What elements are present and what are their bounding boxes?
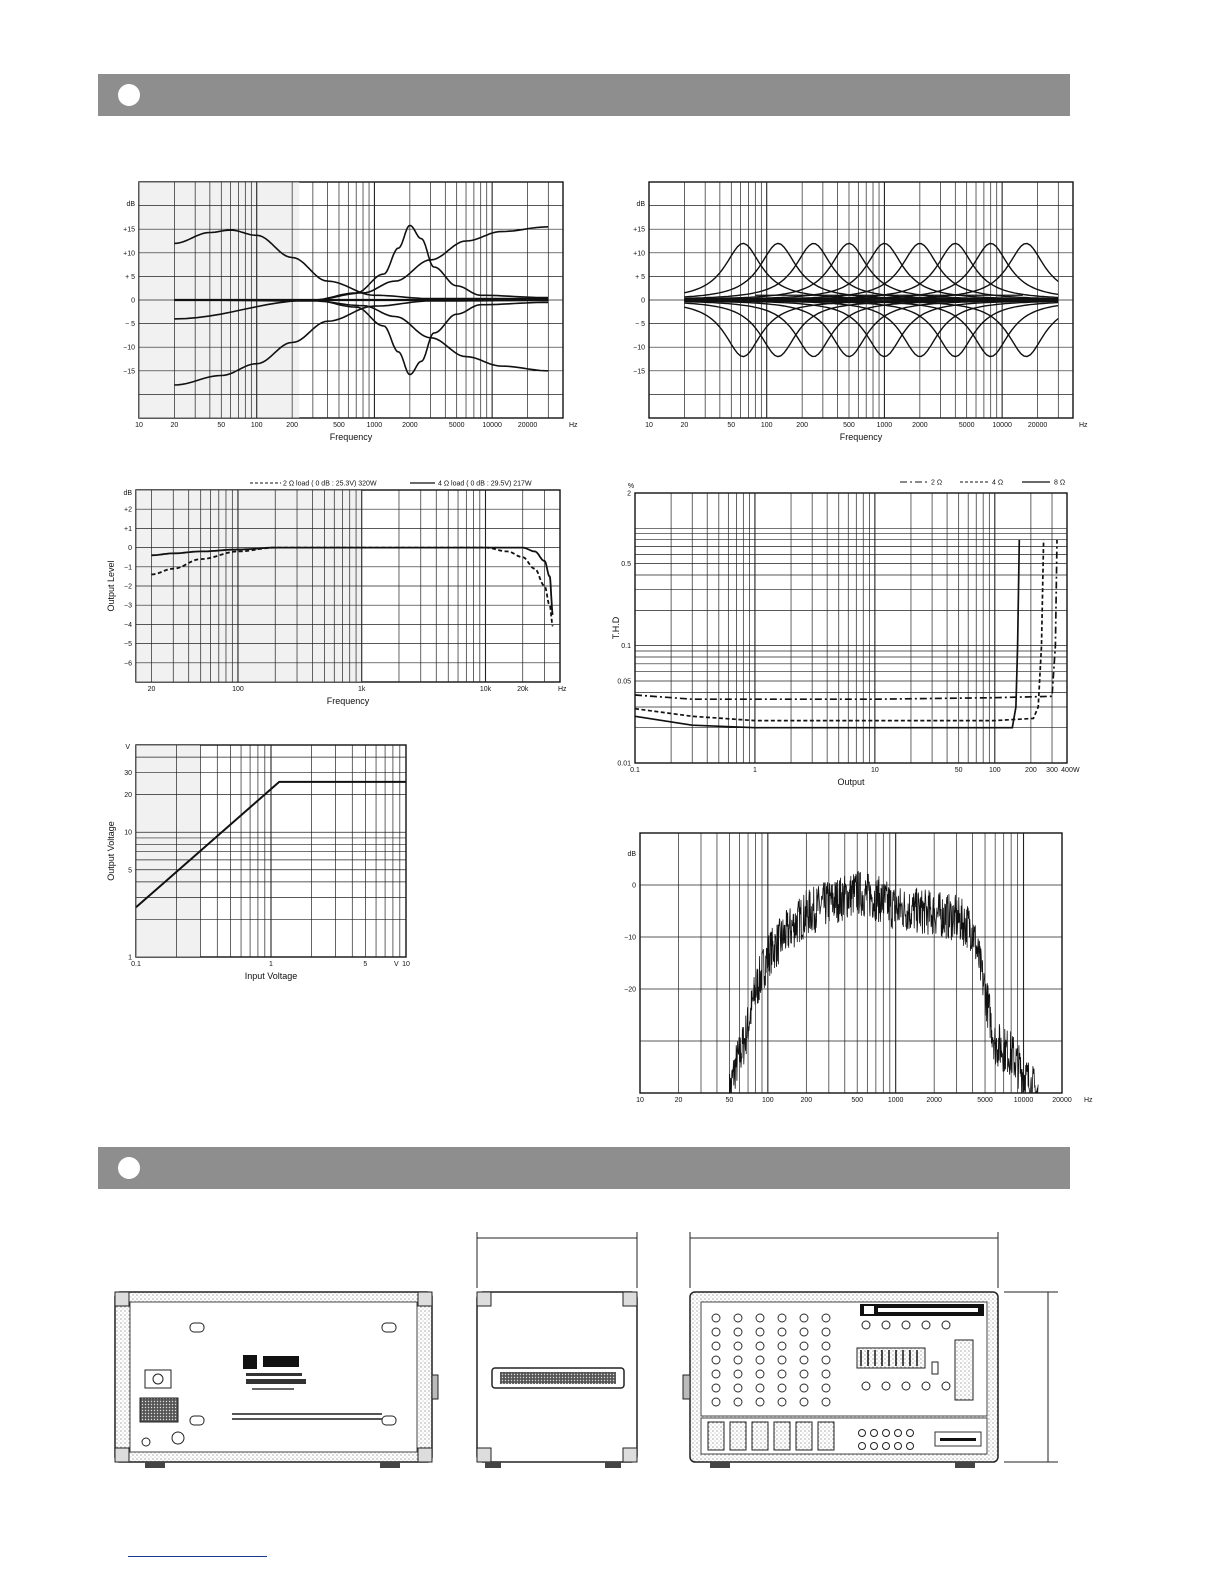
y-axis-title: T.H.D <box>611 616 621 640</box>
x-tick-label: 100 <box>232 686 244 693</box>
x-tick-label: 20 <box>170 422 179 429</box>
y-tick-label: − 5 <box>635 321 645 329</box>
y-tick-label: 0.01 <box>617 760 631 768</box>
legend <box>900 480 1065 487</box>
y-tick-label: 0 <box>632 882 636 890</box>
x-unit-label: Hz <box>1079 422 1088 429</box>
side-view-drawing <box>477 1232 637 1468</box>
y-tick-label: −10 <box>624 934 636 942</box>
input-jack-panel <box>818 1422 834 1450</box>
x-tick-label: 100 <box>760 422 773 429</box>
front-view-drawing <box>683 1232 1058 1468</box>
thd-chart <box>610 472 1085 790</box>
y-tick-label: −3 <box>124 602 132 610</box>
x-tick-label: 500 <box>333 422 345 429</box>
y-unit-label: V <box>125 744 130 751</box>
y-tick-label: +15 <box>633 226 645 234</box>
y-tick-label: 20 <box>124 792 132 800</box>
x-tick-label: 1k <box>358 686 366 693</box>
x-tick-label: 50 <box>725 1097 734 1104</box>
input-output-voltage-chart <box>105 738 425 983</box>
x-tick-label: 50 <box>217 422 226 429</box>
x-axis-title: Input Voltage <box>244 971 298 981</box>
y-tick-label: −20 <box>624 986 636 994</box>
y-tick-label: −6 <box>124 660 132 668</box>
input-jack-panel <box>708 1422 724 1450</box>
chart-grid <box>136 490 560 682</box>
x-tick-label: 20 <box>147 686 156 693</box>
x-tick-label: 20k <box>517 686 529 693</box>
y-tick-label: −1 <box>124 564 132 572</box>
legend-label: 4 Ω load ( 0 dB : 29.5V) 217W <box>438 480 532 488</box>
x-tick-label: 2000 <box>926 1097 942 1104</box>
x-tick-label: 20 <box>680 422 689 429</box>
y-unit-label: dB <box>123 490 132 497</box>
x-tick-label: 10 <box>135 422 143 429</box>
x-tick-label: 10000 <box>992 422 1012 429</box>
y-tick-label: −4 <box>124 621 132 629</box>
y-tick-label: + 5 <box>635 273 645 281</box>
legend-label: 8 Ω <box>1054 479 1066 487</box>
x-unit-label: Hz <box>569 422 578 429</box>
x-tick-label: 1000 <box>366 422 383 429</box>
x-tick-label: 5 <box>363 961 368 968</box>
y-tick-label: 10 <box>124 829 132 837</box>
x-tick-label: 0.1 <box>630 767 640 774</box>
legend-label: 2 Ω <box>931 479 943 487</box>
footer-link-underline <box>128 1556 267 1557</box>
x-tick-label: 10000 <box>1013 1097 1034 1104</box>
input-jack-panel <box>752 1422 768 1450</box>
legend-label: 2 Ω load ( 0 dB : 25.3V) 320W <box>283 480 377 488</box>
y-axis-title: Output Level <box>106 560 116 612</box>
x-tick-label: 100 <box>250 422 263 429</box>
section-bullet-icon <box>118 1157 140 1179</box>
y-tick-label: −15 <box>123 368 135 376</box>
x-tick-label: 100 <box>761 1097 774 1104</box>
tone-control-chart <box>105 175 578 450</box>
chart-grid <box>635 493 1067 763</box>
noise-spectrum-chart <box>615 828 1100 1108</box>
x-axis-title: Frequency <box>329 432 373 442</box>
x-tick-label: 0.1 <box>131 961 141 968</box>
chart-grid <box>136 745 406 957</box>
x-axis-title: Output <box>837 777 865 787</box>
y-tick-label: +1 <box>124 525 132 533</box>
x-tick-label: 50 <box>727 422 736 429</box>
x-tick-label: 1000 <box>876 422 893 429</box>
x-tick-label: 5000 <box>448 422 465 429</box>
y-tick-label: 30 <box>124 770 132 778</box>
y-tick-label: 0.5 <box>621 561 631 569</box>
x-tick-label: 200 <box>800 1097 813 1104</box>
y-tick-label: − 5 <box>125 321 135 329</box>
y-tick-label: 0.1 <box>621 643 631 651</box>
rear-view-drawing <box>115 1292 438 1468</box>
x-axis-title: Frequency <box>326 696 370 706</box>
legend-label: 4 Ω <box>992 479 1004 487</box>
x-unit-label: Hz <box>1084 1097 1093 1104</box>
plot-shading <box>136 745 200 957</box>
y-tick-label: 0 <box>641 297 645 305</box>
section-bullet-icon <box>118 84 140 106</box>
x-tick-label: 1 <box>752 767 757 774</box>
x-tick-label: 500 <box>843 422 855 429</box>
x-tick-label: 20 <box>674 1097 683 1104</box>
x-axis-title: Frequency <box>839 432 883 442</box>
y-tick-label: −15 <box>633 368 645 376</box>
section-header-performance <box>98 74 1070 116</box>
x-tick-label: 20000 <box>1027 422 1048 429</box>
section-header-appearance <box>98 1147 1070 1189</box>
y-tick-label: −10 <box>633 344 645 352</box>
y-tick-label: 2 <box>627 490 631 498</box>
x-tick-label: 500 <box>851 1097 864 1104</box>
x-tick-label: 10000 <box>482 422 502 429</box>
x-tick-label: 10 <box>870 767 879 774</box>
x-unit-label: Hz <box>558 686 567 693</box>
graphic-eq-chart <box>615 175 1088 450</box>
y-tick-label: +15 <box>123 226 135 234</box>
x-tick-label: 10 <box>402 961 410 968</box>
input-jack-panel <box>730 1422 746 1450</box>
x-tick-label: 200 <box>1025 767 1037 774</box>
x-tick-label: 2000 <box>912 422 928 429</box>
legend <box>250 481 532 488</box>
x-tick-label: 20000 <box>1052 1097 1072 1104</box>
y-tick-label: +10 <box>633 250 645 258</box>
x-tick-label: 10k <box>479 686 492 693</box>
x-tick-label: 1 <box>269 961 273 968</box>
x-tick-label: 5000 <box>958 422 975 429</box>
y-unit-label: dB <box>126 201 135 208</box>
y-tick-label: 0 <box>131 297 135 305</box>
x-tick-label: 200 <box>796 422 808 429</box>
x-tick-label: 200 <box>286 422 298 429</box>
frequency-response-chart <box>105 472 575 707</box>
y-tick-label: 1 <box>128 954 132 962</box>
y-axis-title: Output Voltage <box>106 821 116 881</box>
x-tick-label: 2000 <box>402 422 418 429</box>
y-tick-label: −2 <box>124 583 132 591</box>
x-unit-label: W <box>1073 767 1080 774</box>
y-unit-label: dB <box>636 201 645 208</box>
x-tick-label: 300 <box>1046 767 1058 774</box>
y-tick-label: 5 <box>128 867 132 875</box>
x-tick-label: 20000 <box>517 422 538 429</box>
y-tick-label: −5 <box>124 641 132 649</box>
y-tick-label: 0 <box>128 545 132 553</box>
x-tick-label: 5000 <box>977 1097 993 1104</box>
x-tick-label: 100 <box>988 767 1001 774</box>
x-tick-label: 1000 <box>887 1097 904 1104</box>
appearance-drawings <box>0 1190 1224 1490</box>
x-tick-label: 10 <box>645 422 653 429</box>
input-jack-panel <box>774 1422 790 1450</box>
y-unit-label: % <box>627 483 635 490</box>
x-tick-label: 400 <box>1061 767 1073 774</box>
x-tick-label: 50 <box>954 767 963 774</box>
y-tick-label: +2 <box>124 506 132 514</box>
y-unit-label: dB <box>627 851 636 858</box>
y-tick-label: + 5 <box>125 273 135 281</box>
x-unit-label: V <box>394 961 399 968</box>
y-tick-label: −10 <box>123 344 135 352</box>
input-jack-panel <box>796 1422 812 1450</box>
x-tick-label: 10 <box>636 1097 644 1104</box>
y-tick-label: +10 <box>123 250 135 258</box>
y-tick-label: 0.05 <box>617 678 631 686</box>
